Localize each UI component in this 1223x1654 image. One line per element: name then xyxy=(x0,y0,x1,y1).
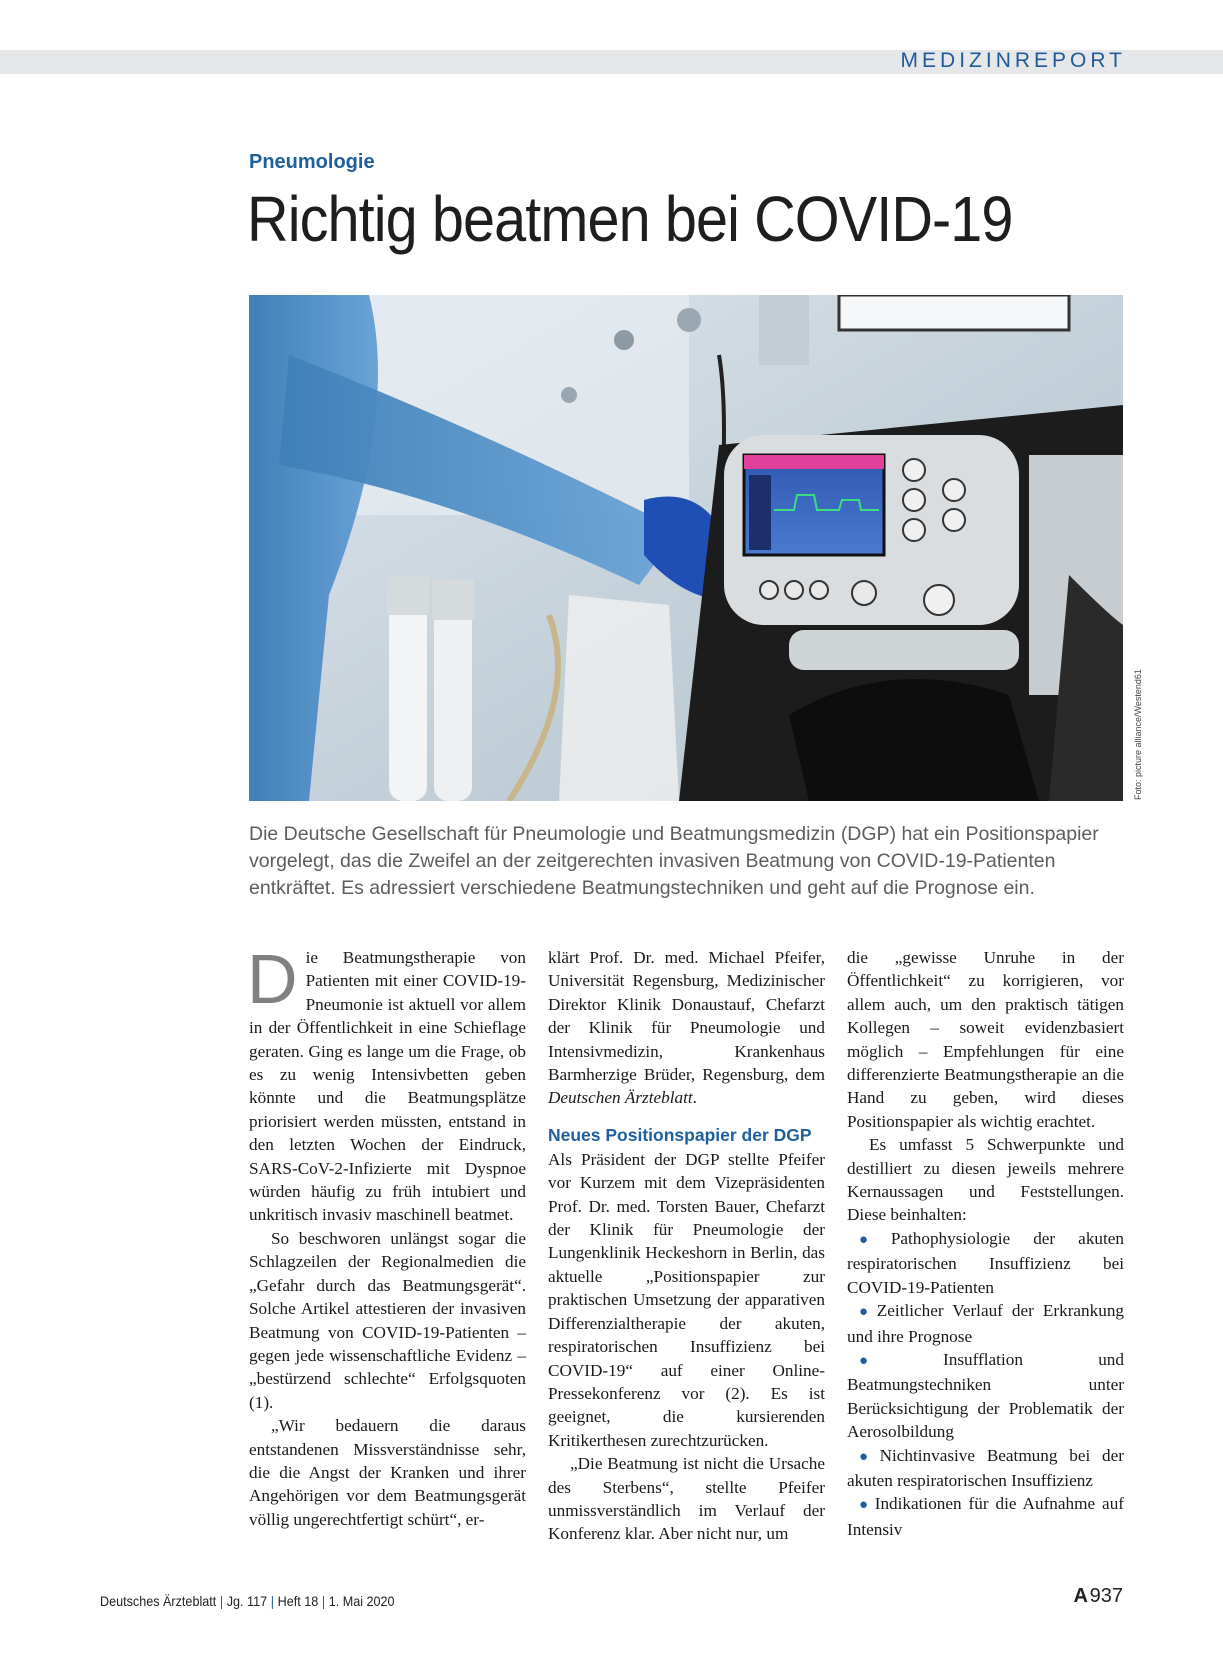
paragraph-text: ie Beatmungstherapie von Patienten mit einer COVID-19-Pneumonie ist aktuell vor allem in der Öffentlichkeit in eine Schieflage geraten. Ging es lange um die Frage, ob es zu wenig Intensivbetten geben könnte und die Beatmungsplätze priorisiert werden müssten, entstand in den letzten Wochen der Eindruck, SARS-CoV-2-Infizierte mit Dyspnoe würden häufig zu früh intubiert und unkritisch invasiv maschinell beatmet. xyxy=(249,948,526,1225)
journal-name: Deutsches Ärzteblatt xyxy=(100,1593,217,1609)
list-item xyxy=(847,1492,1124,1541)
paragraph: „Die Beatmung ist nicht die Ursache des Sterbens“, stellte Pfeifer unmissverständlich im Verlauf der Konferenz klar. Aber nicht nur, um xyxy=(548,1454,825,1544)
list-item xyxy=(847,1227,1124,1299)
separator: | xyxy=(321,1593,326,1609)
page-prefix: A xyxy=(1073,1585,1088,1607)
separator: | xyxy=(219,1593,224,1609)
list-item-text: Nichtinvasive Beatmung bei der akuten respiratorischen Insuffizienz xyxy=(847,1445,1124,1490)
paragraph: Als Präsident der DGP stellte Pfeifer vor Kurzem mit dem Vizepräsidenten Prof. Dr. med. Torsten Bauer, Chefarzt der Klinik für Pneumologie der Lungenklinik Heckeshorn in Berlin, das aktuelle „Positionspapier zur praktischen Umsetzung der apparativen Differenzialtherapie der akuten, respiratorischen Insuffizienz bei COVID-19“ auf einer Online-Pressekonferenz vor (2). Es ist geeignet, die kursierenden Kritikerthesen zurechtzurücken. xyxy=(548,1149,825,1450)
section-label: MEDIZINREPORT xyxy=(900,49,1126,72)
list-item-text: Indikationen für die Aufnahme auf Intensiv xyxy=(847,1494,1125,1539)
list-item-text: Zeitlicher Verlauf der Erkrankung und ihre Prognose xyxy=(847,1301,1125,1346)
photo-credit: Foto: picture alliance/Westend61 xyxy=(1133,669,1143,800)
paragraph-text: . xyxy=(692,1088,697,1108)
list-item xyxy=(847,1444,1124,1493)
list-item-text: Insufflation und Beatmungstechniken unter Berücksichtigung der Problematik der Aerosolbildung xyxy=(847,1349,1124,1442)
paragraph xyxy=(548,946,825,1110)
separator: | xyxy=(270,1593,275,1609)
article-kicker: Pneumologie xyxy=(249,151,375,173)
bullet-icon: ● xyxy=(859,1231,887,1248)
text-column-3 xyxy=(847,946,1124,1541)
footer-citation xyxy=(100,1593,395,1609)
bullet-icon: ● xyxy=(859,1304,873,1321)
text-column-2 xyxy=(548,946,825,1546)
paragraph: „Wir bedauern die daraus entstandenen Missverständnisse sehr, die die Angst der Kranken und ihrer Angehörigen vor dem Beatmungsgerät völlig ungerechtfertigt schürt“, er- xyxy=(249,1416,526,1529)
bullet-icon: ● xyxy=(859,1352,940,1369)
volume: Jg. 117 xyxy=(226,1593,268,1609)
list-item xyxy=(847,1299,1124,1348)
paragraph: Es umfasst 5 Schwerpunkte und destilliert zu diesen jeweils mehrere Kernaussagen und Feststellungen. Diese beinhalten: xyxy=(847,1135,1124,1225)
article-title: Richtig beatmen bei COVID-19 xyxy=(247,183,1013,255)
paragraph xyxy=(247,940,526,1227)
list-item-text: Pathophysiologie der akuten respiratorischen Insuffizienz bei COVID-19-Patienten xyxy=(847,1228,1125,1297)
drop-cap: D xyxy=(247,940,298,1018)
page-number-value: 937 xyxy=(1089,1585,1123,1607)
paragraph: So beschworen unlängst sogar die Schlagzeilen der Regionalmedien die „Gefahr durch das Beatmungsgerät“. Solche Artikel attestieren der invasiven Beatmung von COVID-19-Patienten – gegen jede wissenschaftliche Evidenz – „bestürzend schlechte“ Erfolgsquoten (1). xyxy=(249,1228,526,1412)
bullet-icon: ● xyxy=(859,1448,876,1465)
list-item xyxy=(847,1348,1124,1444)
article-lead: Die Deutsche Gesellschaft für Pneumologie und Beatmungsmedizin (DGP) hat ein Positionspapier vorgelegt, das die Zweifel an der zeitgerechten invasiven Beatmung von COVID-19-Patienten entkräftet. Es adressiert verschiedene Beatmungstechniken und geht auf die Prognose ein. xyxy=(249,823,1099,899)
paragraph-text: klärt Prof. Dr. med. Michael Pfeifer, Universität Regensburg, Medizinischer Direktor Klinik Donaustauf, Chefarzt der Klinik für Pneumologie und Intensivmedizin, Krankenhaus Barmherzige Brüder, Regensburg, dem xyxy=(548,948,825,1085)
text-column-1 xyxy=(247,940,526,1531)
publication-name: Deutschen Ärzteblatt xyxy=(548,1088,693,1108)
issue-date: 1. Mai 2020 xyxy=(328,1593,395,1609)
issue: Heft 18 xyxy=(277,1593,319,1609)
paragraph: die „gewisse Unruhe in der Öffentlichkeit“ zu korrigieren, vor allem auch, um den praktisch tätigen Kollegen – soweit evidenzbasiert möglich – Empfehlungen für eine differenzierte Beatmungstherapie an die Hand zu geben, wird dieses Positionspapier als wichtig erachtet. xyxy=(847,948,1124,1131)
bullet-icon: ● xyxy=(859,1497,871,1514)
page-number xyxy=(1074,1585,1124,1608)
subheading: Neues Positionspapier der DGP xyxy=(548,1124,812,1145)
article-photo xyxy=(249,295,1123,801)
